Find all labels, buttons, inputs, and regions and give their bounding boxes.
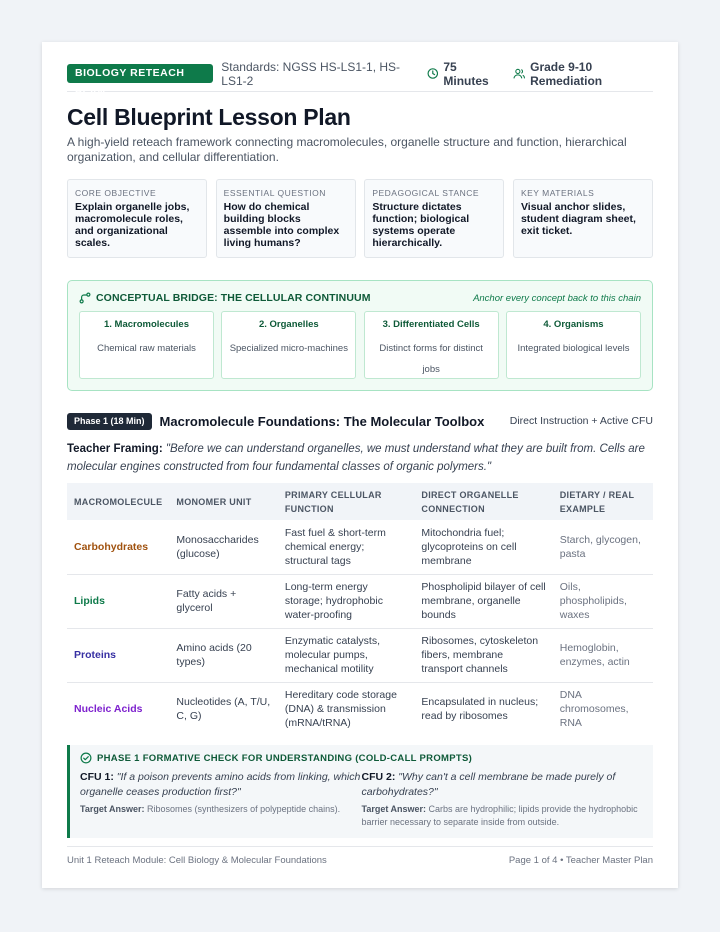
phase-note: Direct Instruction + Active CFU [509, 415, 653, 427]
macromolecule-table [67, 483, 653, 736]
check-circle-icon [80, 752, 92, 764]
phase-badge: Phase 1 (18 Min) [67, 413, 152, 430]
header-bar [67, 59, 653, 98]
function-cell: Enzymatic catalysts, molecular pumps, mechanical motility [278, 628, 415, 682]
example-cell: Oils, phospholipids, waxes [553, 574, 653, 628]
audience-text: Grade 9-10 Remediation [530, 59, 603, 88]
users-icon [513, 67, 526, 80]
route-icon [79, 292, 91, 304]
teacher-framing [67, 440, 653, 476]
footer-page-info: Page 1 of 4 • Teacher Master Plan [508, 855, 653, 866]
answer-text: Carbs are hydrophilic; lipids provide the hydrophobic barrier necessary to separate inside from outside. [361, 804, 638, 827]
header-divider [67, 91, 653, 92]
card-essential-question [216, 179, 356, 258]
function-cell: Hereditary code storage (DNA) & transmission (mRNA/tRNA) [284, 689, 397, 730]
cfu-title: PHASE 1 FORMATIVE CHECK FOR UNDERSTANDING (COLD-CALL PROMPTS) [97, 752, 473, 764]
step-desc: Integrated biological levels [517, 343, 630, 354]
card-label: ESSENTIAL QUESTION [223, 188, 326, 198]
table-row [67, 574, 653, 628]
framing-quote: "Before we can understand organelles, we must understand what they are built from. Cells are molecular engines constructed from four fundamental classes of organic polymers." [67, 443, 645, 473]
column-header: DIRECT ORGANELLE CONNECTION [414, 483, 552, 520]
example-cell: DNA chromosomes, RNA [559, 689, 629, 730]
plan-badge: BIOLOGY RETEACH PLAN [67, 64, 213, 83]
duration [427, 60, 499, 88]
monomer-cell: Monosaccharides (glucose) [169, 520, 277, 574]
page-content [67, 59, 653, 838]
formative-check [67, 745, 653, 838]
column-header: DIETARY / REAL EXAMPLE [553, 483, 653, 520]
phase-title: Macromolecule Foundations: The Molecular Toolbox [159, 413, 485, 429]
duration-text: 75 Minutes [443, 59, 489, 88]
card-core-objective [67, 179, 207, 258]
step-organelles [221, 311, 356, 379]
table-row [67, 682, 653, 736]
page-subtitle: A high-yield reteach framework connecting macromolecules, organelle structure and function, hierarchical organization, and cellular differentiation. [67, 135, 627, 164]
answer-text: Ribosomes (synthesizers of polypeptide chains). [147, 804, 341, 814]
cfu-question-text: "Why can't a cell membrane be made purely of carbohydrates?" [361, 771, 616, 798]
cfu-header [80, 752, 643, 764]
framing-label: Teacher Framing: [67, 443, 163, 455]
step-differentiated-cells [364, 311, 499, 379]
footer-module: Unit 1 Reteach Module: Cell Biology & Molecular Foundations [67, 855, 327, 866]
cfu-label: CFU 2: [361, 771, 396, 783]
column-header: MONOMER UNIT [169, 483, 277, 520]
step-organisms [506, 311, 641, 379]
answer-label: Target Answer: [80, 804, 145, 814]
organelle-cell: Encapsulated in nucleus; read by ribosomes [421, 696, 539, 723]
card-label: KEY MATERIALS [520, 188, 595, 198]
page-title: Cell Blueprint Lesson Plan [67, 104, 351, 130]
function-cell: Fast fuel & short-term chemical energy; structural tags [278, 520, 415, 574]
cfu-label: CFU 1: [80, 771, 114, 783]
lesson-plan-page [42, 42, 678, 888]
audience [513, 60, 653, 88]
macromolecule-name: Carbohydrates [67, 520, 169, 574]
macromolecule-name: Proteins [67, 628, 169, 682]
step-desc: Chemical raw materials [97, 343, 196, 354]
card-text: Visual anchor slides, student diagram sheet, exit ticket. [520, 201, 636, 237]
table-header-row [67, 483, 653, 520]
step-title: 1. Macromolecules [103, 319, 189, 330]
example-cell: Starch, glycogen, pasta [553, 520, 653, 574]
cfu-item-1 [80, 770, 362, 829]
cfu-question [80, 770, 362, 800]
card-text: Explain organelle jobs, macromolecule roles, and organizational scales. [75, 201, 190, 249]
step-macromolecules [79, 311, 214, 379]
column-header: PRIMARY CELLULAR FUNCTION [278, 483, 415, 520]
header-meta [413, 60, 653, 88]
bridge-steps [79, 311, 641, 379]
monomer-cell: Nucleotides (A, T/U, C, G) [176, 696, 271, 723]
column-header: MACROMOLECULE [67, 483, 169, 520]
standards-text: Standards: NGSS HS-LS1-1, HS-LS1-2 [221, 59, 401, 88]
organelle-cell: Mitochondria fuel; glycoproteins on cell membrane [414, 520, 552, 574]
organelle-cell: Phospholipid bilayer of cell membrane, organelle bounds [414, 574, 552, 628]
function-cell: Long-term energy storage; hydrophobic water-proofing [278, 574, 415, 628]
card-text: How do chemical building blocks assemble into complex living humans? [223, 201, 340, 249]
table-row [67, 628, 653, 682]
conceptual-bridge [67, 280, 653, 391]
example-cell: Hemoglobin, enzymes, actin [553, 628, 653, 682]
organelle-cell: Ribosomes, cytoskeleton fibers, membrane transport channels [414, 628, 552, 682]
card-key-materials [513, 179, 653, 258]
cfu-prompts [80, 770, 643, 829]
bridge-note: Anchor every concept back to this chain [473, 292, 641, 304]
card-text: Structure dictates function; biological systems operate hierarchically. [372, 201, 470, 249]
bridge-title: CONCEPTUAL BRIDGE: THE CELLULAR CONTINUUM [96, 292, 371, 304]
step-desc: Specialized micro-machines [229, 343, 348, 354]
monomer-cell: Amino acids (20 types) [169, 628, 277, 682]
table-row [67, 520, 653, 574]
monomer-cell: Fatty acids + glycerol [169, 574, 277, 628]
clock-icon [427, 67, 439, 80]
cfu-question [362, 770, 644, 800]
step-title: 2. Organelles [258, 319, 319, 330]
cfu-question-text: "If a poison prevents amino acids from linking, which organelle ceases production first?" [80, 771, 361, 798]
overview-cards [67, 179, 653, 258]
page-footer [67, 846, 653, 866]
bridge-header [79, 291, 641, 305]
cfu-answer [362, 803, 644, 829]
cfu-answer [80, 803, 362, 816]
card-pedagogical-stance [364, 179, 504, 258]
step-title: 3. Differentiated Cells [382, 319, 480, 330]
step-title: 4. Organisms [543, 319, 604, 330]
step-desc: Distinct forms for distinct jobs [379, 343, 483, 375]
macromolecule-name: Nucleic Acids [74, 703, 143, 716]
phase-header [67, 412, 653, 430]
answer-label: Target Answer: [361, 804, 427, 814]
macromolecule-name: Lipids [67, 574, 169, 628]
cfu-item-2 [362, 770, 644, 829]
card-label: PEDAGOGICAL STANCE [372, 188, 480, 198]
card-label: CORE OBJECTIVE [75, 188, 157, 198]
